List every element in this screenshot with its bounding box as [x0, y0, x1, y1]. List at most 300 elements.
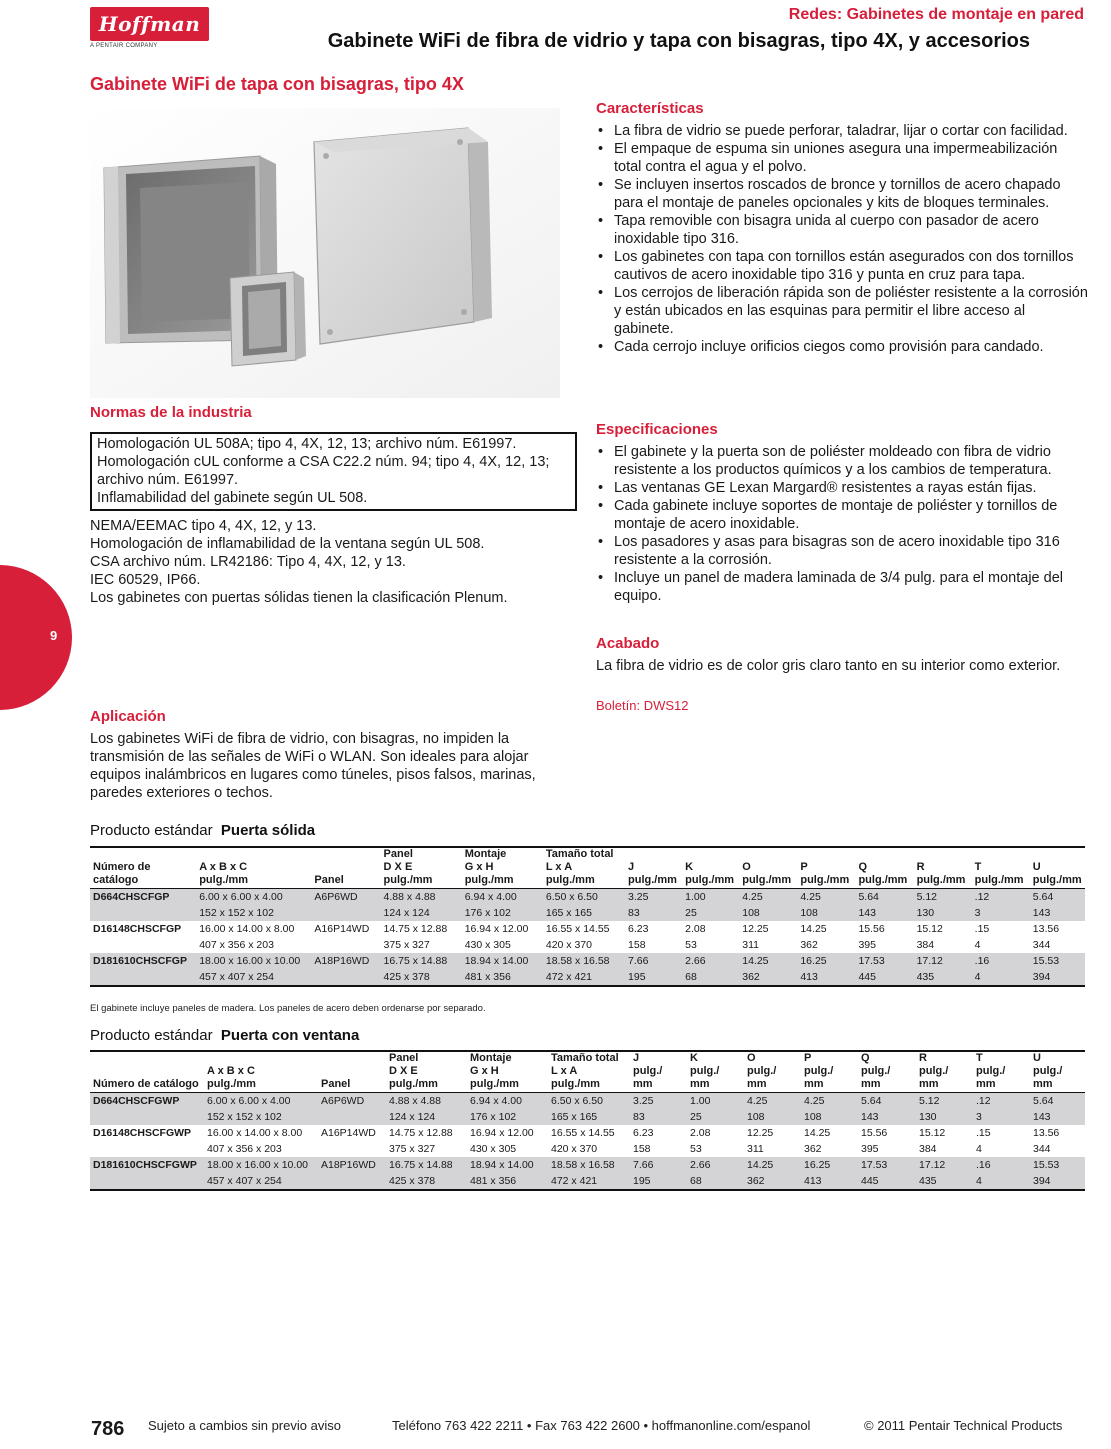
table-cell: 2.08 — [685, 923, 706, 935]
normas-list — [90, 517, 570, 607]
table-cell: 4.25 — [797, 889, 855, 906]
column-header — [914, 847, 972, 889]
column-header — [858, 1051, 916, 1093]
table-cell: A16P14WD — [321, 1127, 376, 1139]
table1-note: El gabinete incluye paneles de madera. Los paneles de acero deben ordenarse por separado. — [90, 1003, 486, 1014]
caracteristicas-heading: Características — [596, 100, 704, 117]
table-cell: 6.23 — [633, 1127, 654, 1139]
table-cell: 165 x 165 — [543, 905, 625, 921]
table-cell: 4 — [973, 1173, 1030, 1190]
column-header — [687, 1051, 744, 1093]
acabado-text: La fibra de vidrio es de color gris claro tanto en su interior como exterior. — [596, 658, 1061, 674]
table1-label — [90, 822, 315, 839]
column-header-line: pulg./mm — [628, 874, 677, 886]
table-cell: 12.25 — [747, 1127, 774, 1139]
table-cell: 15.56 — [858, 923, 885, 935]
table-row — [90, 1125, 1085, 1141]
normas-line: IEC 60529, IP66. — [90, 572, 201, 588]
column-header-line — [917, 848, 970, 861]
table-cell: 4.88 x 4.88 — [386, 1093, 467, 1110]
column-header-line: pulg./ — [1033, 1065, 1063, 1077]
table-cell: 25 — [682, 905, 739, 921]
table-cell: 6.50 x 6.50 — [543, 889, 625, 906]
column-header-line: O — [742, 861, 751, 873]
table-cell: 18.58 x 16.58 — [548, 1157, 630, 1173]
table-cell: 108 — [801, 1109, 858, 1125]
column-header-line — [800, 848, 853, 861]
column-header — [381, 847, 462, 889]
column-header-line — [207, 1052, 316, 1065]
list-item: • Se incluyen insertos roscados de bronce y tornillos de acero chapado para el montaje de paneles opcionales y kits de bloques terminales. — [596, 176, 1088, 212]
column-header — [1030, 847, 1085, 889]
column-header — [916, 1051, 973, 1093]
column-header — [630, 1051, 687, 1093]
column-header — [682, 847, 739, 889]
table-cell — [311, 937, 380, 953]
table-header-row — [90, 1051, 1085, 1093]
column-header-line: pulg./mm — [974, 874, 1024, 886]
column-header-line: T — [976, 1052, 983, 1064]
table-cell: 14.25 — [739, 953, 797, 969]
table-cell: .16 — [973, 1157, 1030, 1173]
list-item: • La fibra de vidrio se puede perforar, taladrar, lijar o cortar con facilidad. — [596, 122, 1088, 140]
section-title: Gabinete WiFi de tapa con bisagras, tipo 4X — [90, 74, 464, 94]
column-header-line: Número de — [93, 861, 151, 873]
column-header-line: Q — [858, 861, 868, 873]
table-cell: 4.25 — [801, 1093, 858, 1110]
table-cell: 5.12 — [914, 889, 972, 906]
table2-label-prefix: Producto estándar — [90, 1027, 213, 1044]
normas-line: Homologación de inflamabilidad de la ventana según UL 508. — [90, 536, 485, 552]
table-cell: 6.50 x 6.50 — [548, 1093, 630, 1110]
table-cell: 143 — [1030, 1109, 1085, 1125]
table-cell: .15 — [974, 923, 990, 935]
table-cell: 6.00 x 6.00 x 4.00 — [196, 889, 311, 906]
page-number: 786 — [91, 1418, 125, 1440]
column-header-line — [685, 848, 737, 861]
table-cell: 407 x 356 x 203 — [207, 1143, 282, 1155]
table-solid-door — [90, 846, 1085, 987]
column-header-line — [628, 848, 680, 861]
table2-label-bold: Puerta con ventana — [220, 1027, 360, 1044]
column-header — [625, 847, 682, 889]
column-header — [973, 1051, 1030, 1093]
table-cell: A18P16WD — [311, 953, 380, 969]
table-cell: .16 — [972, 953, 1030, 969]
especificaciones-heading: Especificaciones — [596, 421, 718, 438]
column-header — [462, 847, 543, 889]
table-cell: 430 x 305 — [464, 939, 511, 951]
table-row — [90, 953, 1085, 969]
normas-line: CSA archivo núm. LR42186: Tipo 4, 4X, 12, y 13. — [90, 554, 406, 570]
table-cell: 108 — [797, 905, 855, 921]
table-cell: 362 — [739, 969, 797, 986]
catalog-number-cell — [90, 1173, 204, 1190]
table-row — [90, 1157, 1085, 1173]
column-header — [467, 1051, 548, 1093]
catalog-number-cell — [90, 905, 196, 921]
table-cell: 14.25 — [744, 1157, 801, 1173]
table-cell: 384 — [919, 1143, 937, 1155]
table-cell — [318, 1141, 386, 1157]
table-cell: 14.75 x 12.88 — [389, 1127, 453, 1139]
column-header-line: O — [747, 1052, 756, 1064]
column-header-line — [858, 848, 911, 861]
column-header-line: U — [1033, 1052, 1041, 1064]
column-header-line: pulg./ — [919, 1065, 949, 1077]
table-cell: 311 — [747, 1143, 764, 1155]
footer-contact: Teléfono 763 422 2211 • Fax 763 422 2600 • hoffmanonline.com/espanol — [392, 1418, 811, 1433]
table-cell: 344 — [1032, 939, 1051, 951]
column-header-line: Montaje — [470, 1052, 512, 1064]
table-cell: 362 — [804, 1143, 822, 1155]
column-header-line: R — [916, 861, 925, 873]
column-header-line: P — [800, 861, 808, 873]
table-cell: 16.75 x 14.88 — [386, 1157, 467, 1173]
table-window-door — [90, 1050, 1085, 1191]
list-item: • Los gabinetes con tapa con tornillos están asegurados con dos tornillos cautivos de acero inoxidable tipo 316 y punta en cruz para tapa. — [596, 248, 1088, 284]
column-header-line: A x B x C — [207, 1065, 255, 1077]
table-cell: 143 — [855, 905, 913, 921]
column-header-line: pulg./ — [861, 1065, 891, 1077]
table-cell: 14.25 — [804, 1127, 831, 1139]
table-cell: .12 — [973, 1093, 1030, 1110]
catalog-number-cell: D181610CHSCFGP — [90, 953, 196, 969]
column-header-line: Tamaño total — [545, 848, 614, 860]
table-cell: 124 x 124 — [386, 1109, 467, 1125]
table-row — [90, 1141, 1085, 1157]
table-cell: 152 x 152 x 102 — [196, 905, 311, 921]
table-cell: 12.25 — [742, 923, 769, 935]
normas-box — [90, 432, 577, 511]
table-cell: 3 — [973, 1109, 1030, 1125]
section-tab-marker — [0, 565, 72, 710]
table-cell: 176 x 102 — [467, 1109, 548, 1125]
solid-enclosure — [314, 128, 492, 344]
list-item: • Cada gabinete incluye soportes de montaje de poliéster y tornillos de montaje de acero inoxidable. — [596, 497, 1088, 533]
column-header-line: K — [685, 861, 694, 873]
table-cell: 108 — [739, 905, 797, 921]
table-cell: 18.00 x 16.00 x 10.00 — [196, 953, 311, 969]
table-cell: 16.55 x 14.55 — [551, 1127, 615, 1139]
table-cell: 16.25 — [801, 1157, 858, 1173]
table-cell: 3.25 — [625, 889, 682, 906]
list-item: • El empaque de espuma sin uniones asegura una impermeabilización total contra el agua y el polvo. — [596, 140, 1088, 176]
table-cell: 195 — [625, 969, 682, 986]
normas-heading: Normas de la industria — [90, 404, 252, 421]
table-cell: 362 — [744, 1173, 801, 1190]
table-cell: 152 x 152 x 102 — [204, 1109, 318, 1125]
table-cell — [311, 905, 380, 921]
caracteristicas-list — [596, 122, 1088, 356]
table-cell: 18.00 x 16.00 x 10.00 — [204, 1157, 318, 1173]
table-cell: 15.53 — [1030, 1157, 1085, 1173]
hoffman-logo: Hoffman — [90, 7, 209, 41]
column-header-line: pulg./mm — [464, 874, 514, 886]
table-cell: 15.53 — [1030, 953, 1085, 969]
column-header-line: J — [633, 1052, 640, 1064]
column-header-line: pulg./mm — [470, 1078, 519, 1090]
aplicacion-heading: Aplicación — [90, 708, 166, 725]
table-cell: 165 x 165 — [548, 1109, 630, 1125]
column-header — [90, 1051, 204, 1093]
table-cell: 6.94 x 4.00 — [462, 889, 543, 906]
column-header-line — [321, 1065, 384, 1078]
column-header-line — [975, 848, 1028, 861]
column-header — [543, 847, 625, 889]
column-header-line: Montaje — [464, 848, 507, 860]
column-header-line: R — [919, 1052, 927, 1064]
column-header-line: L x A — [551, 1065, 578, 1077]
column-header-line: mm — [633, 1078, 653, 1090]
column-header — [548, 1051, 630, 1093]
table-cell: 14.75 x 12.88 — [383, 923, 448, 935]
especificaciones-list — [596, 443, 1088, 605]
table-cell: 195 — [630, 1173, 687, 1190]
table-cell: 395 — [858, 939, 876, 951]
page-title: Gabinete WiFi de fibra de vidrio y tapa con bisagras, tipo 4X, y accesorios — [327, 30, 1030, 52]
table-cell: 7.66 — [630, 1157, 687, 1173]
table-cell: 425 x 378 — [386, 1173, 467, 1190]
table-cell: 130 — [916, 1109, 973, 1125]
catalog-number-cell — [90, 1109, 204, 1125]
column-header-line: G x H — [464, 861, 494, 873]
column-header-line: pulg./mm — [207, 1078, 256, 1090]
table-cell: 420 x 370 — [545, 939, 592, 951]
table-cell: 2.66 — [687, 1157, 744, 1173]
column-header-line: J — [628, 861, 635, 873]
column-header-line — [321, 1052, 384, 1065]
column-header-line: pulg./mm — [858, 874, 908, 886]
table-cell: 68 — [682, 969, 739, 986]
table-cell: 17.12 — [916, 1157, 973, 1173]
aplicacion-text: Los gabinetes WiFi de fibra de vidrio, con bisagras, no impiden la transmisión de las señales de WiFi o WLAN. Son ideales para alojar equipos inalámbricos en lugares como túneles, pisos falsos, marinas, paredes exteriores o techos. — [90, 731, 536, 801]
table-cell: 457 x 407 x 254 — [196, 969, 311, 986]
table-cell: A6P6WD — [311, 889, 380, 906]
table-cell: .15 — [976, 1127, 991, 1139]
catalog-number-cell: D16148CHSCFGWP — [93, 1127, 192, 1139]
column-header-line: Tamaño total — [551, 1052, 619, 1064]
table-row — [90, 1173, 1085, 1190]
column-header-line: Número de catálogo — [93, 1078, 199, 1090]
column-header — [801, 1051, 858, 1093]
column-header — [744, 1051, 801, 1093]
column-header — [1030, 1051, 1085, 1093]
table-cell: 16.00 x 14.00 x 8.00 — [207, 1127, 303, 1139]
catalog-number-cell — [90, 969, 196, 986]
column-header-line: mm — [804, 1078, 824, 1090]
table-cell: 375 x 327 — [389, 1143, 436, 1155]
table-cell: 17.53 — [855, 953, 913, 969]
column-header-line: T — [974, 861, 982, 873]
table-cell: 18.58 x 16.58 — [543, 953, 625, 969]
column-header-line: D X E — [389, 1065, 418, 1077]
column-header-line: G x H — [470, 1065, 499, 1077]
table-cell: 395 — [861, 1143, 879, 1155]
table-cell: 15.56 — [861, 1127, 888, 1139]
table-cell: 472 x 421 — [543, 969, 625, 986]
column-header-line: P — [804, 1052, 812, 1064]
column-header-line — [314, 861, 378, 874]
table-cell: 17.12 — [914, 953, 972, 969]
list-item: • Cada cerrojo incluye orificios ciegos como provisión para candado. — [596, 338, 1088, 356]
normas-box-line: Homologación UL 508A; tipo 4, 4X, 12, 13; archivo núm. E61997. — [97, 436, 517, 452]
column-header — [386, 1051, 467, 1093]
table-cell: 5.64 — [855, 889, 913, 906]
column-header — [196, 847, 311, 889]
column-header-line — [199, 848, 309, 861]
column-header-line: Panel — [389, 1052, 419, 1064]
table-cell: 4.88 x 4.88 — [381, 889, 462, 906]
list-item: • Incluye un panel de madera laminada de 3/4 pulg. para el montaje del equipo. — [596, 569, 1088, 605]
table-cell: 2.66 — [682, 953, 739, 969]
table-cell: 16.75 x 14.88 — [381, 953, 462, 969]
column-header-line: pulg./mm — [545, 874, 595, 886]
table-cell: 16.25 — [797, 953, 855, 969]
column-header-line: mm — [861, 1078, 881, 1090]
footer-notice: Sujeto a cambios sin previo aviso — [148, 1418, 341, 1433]
column-header-line: pulg./mm — [742, 874, 792, 886]
table-cell: 4.25 — [744, 1093, 801, 1110]
column-header-line: mm — [1033, 1078, 1053, 1090]
product-photo — [90, 108, 560, 398]
table-cell: 124 x 124 — [381, 905, 462, 921]
catalog-number-cell: D664CHSCFGP — [90, 889, 196, 906]
table-cell: 384 — [916, 939, 935, 951]
header-category: Redes: Gabinetes de montaje en pared — [788, 6, 1084, 23]
table-cell: 4 — [972, 969, 1030, 986]
column-header-line: Q — [861, 1052, 870, 1064]
column-header-line: pulg./mm — [800, 874, 850, 886]
normas-line: NEMA/EEMAC tipo 4, 4X, 12, y 13. — [90, 518, 317, 534]
normas-line: Los gabinetes con puertas sólidas tienen la clasificación Plenum. — [90, 590, 508, 606]
table-cell: 18.94 x 14.00 — [462, 953, 543, 969]
table-cell — [318, 1109, 386, 1125]
logo-tagline: A PENTAIR COMPANY — [90, 43, 158, 49]
table-cell — [311, 969, 380, 986]
list-item: • Las ventanas GE Lexan Margard® resistentes a rayas están fijas. — [596, 479, 1088, 497]
table-cell: 14.25 — [800, 923, 827, 935]
column-header — [797, 847, 855, 889]
column-header-line: pulg./mm — [1032, 874, 1082, 886]
table-cell: 5.64 — [858, 1093, 916, 1110]
table-cell: 4 — [976, 1143, 982, 1155]
table-cell: A16P14WD — [314, 923, 370, 935]
table-cell: 394 — [1030, 969, 1085, 986]
table-cell: 176 x 102 — [462, 905, 543, 921]
table-cell: 420 x 370 — [551, 1143, 598, 1155]
table-cell: 394 — [1030, 1173, 1085, 1190]
table-cell: .12 — [972, 889, 1030, 906]
column-header — [90, 847, 196, 889]
column-header-line: catálogo — [93, 874, 139, 886]
column-header-line: mm — [690, 1078, 710, 1090]
table-cell: 1.00 — [682, 889, 739, 906]
table-cell: 2.08 — [690, 1127, 711, 1139]
bulletin-link[interactable]: Boletín: DWS12 — [596, 698, 689, 713]
table-cell — [318, 1173, 386, 1190]
list-item: • Los pasadores y asas para bisagras son de acero inoxidable tipo 316 resistente a la corrosión. — [596, 533, 1088, 569]
list-item: • Tapa removible con bisagra unida al cuerpo con pasador de acero inoxidable tipo 316. — [596, 212, 1088, 248]
table-row — [90, 969, 1085, 986]
table1-label-bold: Puerta sólida — [220, 822, 316, 839]
table-cell: 1.00 — [687, 1093, 744, 1110]
table-cell: 5.12 — [916, 1093, 973, 1110]
table-cell: 430 x 305 — [470, 1143, 517, 1155]
column-header-line: K — [690, 1052, 698, 1064]
column-header-line: U — [1032, 861, 1041, 873]
table2-label — [90, 1027, 359, 1044]
catalog-number-cell: D16148CHSCFGP — [93, 923, 182, 935]
table-cell: 413 — [801, 1173, 858, 1190]
table-cell: 407 x 356 x 203 — [199, 939, 274, 951]
table-cell: 16.94 x 12.00 — [470, 1127, 534, 1139]
table-cell: 15.12 — [916, 923, 943, 935]
column-header — [972, 847, 1030, 889]
table-cell: 362 — [800, 939, 818, 951]
column-header-line — [93, 1052, 202, 1065]
column-header-line — [93, 1065, 202, 1078]
table-row — [90, 905, 1085, 921]
table-cell: A6P6WD — [318, 1093, 386, 1110]
table-cell: 68 — [687, 1173, 744, 1190]
column-header — [204, 1051, 318, 1093]
table-cell: 3 — [972, 905, 1030, 921]
column-header — [318, 1051, 386, 1093]
table-cell: 6.00 x 6.00 x 4.00 — [204, 1093, 318, 1110]
table-cell: 17.53 — [858, 1157, 916, 1173]
table-cell: 4.25 — [739, 889, 797, 906]
table-cell: 158 — [628, 939, 646, 951]
column-header-line: pulg./mm — [916, 874, 966, 886]
column-header-line: pulg./mm — [551, 1078, 600, 1090]
table-cell: 15.12 — [919, 1127, 946, 1139]
table-cell: 7.66 — [625, 953, 682, 969]
column-header-line: A x B x C — [199, 861, 248, 873]
column-header-line — [314, 848, 378, 861]
column-header-line: Panel — [383, 848, 413, 860]
table-cell: 5.64 — [1030, 889, 1085, 906]
catalog-number-cell: D664CHSCFGWP — [90, 1093, 204, 1110]
table-cell: 413 — [797, 969, 855, 986]
table-cell: 6.94 x 4.00 — [467, 1093, 548, 1110]
column-header — [739, 847, 797, 889]
table-row — [90, 937, 1085, 953]
table-cell: 457 x 407 x 254 — [204, 1173, 318, 1190]
table-row — [90, 1093, 1085, 1110]
acabado-heading: Acabado — [596, 635, 660, 652]
table-cell: 435 — [914, 969, 972, 986]
table-cell: 83 — [630, 1109, 687, 1125]
table-cell: 13.56 — [1033, 1127, 1060, 1139]
table-cell: 130 — [914, 905, 972, 921]
table-cell: 3.25 — [630, 1093, 687, 1110]
catalog-number-cell: D181610CHSCFGWP — [90, 1157, 204, 1173]
column-header-line: pulg./mm — [389, 1078, 438, 1090]
column-header-line: mm — [747, 1078, 767, 1090]
table-cell: A18P16WD — [318, 1157, 386, 1173]
table-row — [90, 889, 1085, 906]
table-header-row — [90, 847, 1085, 889]
table-cell: 481 x 356 — [462, 969, 543, 986]
table-cell: 481 x 356 — [467, 1173, 548, 1190]
column-header — [855, 847, 913, 889]
column-header — [311, 847, 380, 889]
table-cell: 16.94 x 12.00 — [464, 923, 529, 935]
table-row — [90, 921, 1085, 937]
column-header-line — [742, 848, 795, 861]
footer-copyright: © 2011 Pentair Technical Products — [864, 1418, 1063, 1433]
